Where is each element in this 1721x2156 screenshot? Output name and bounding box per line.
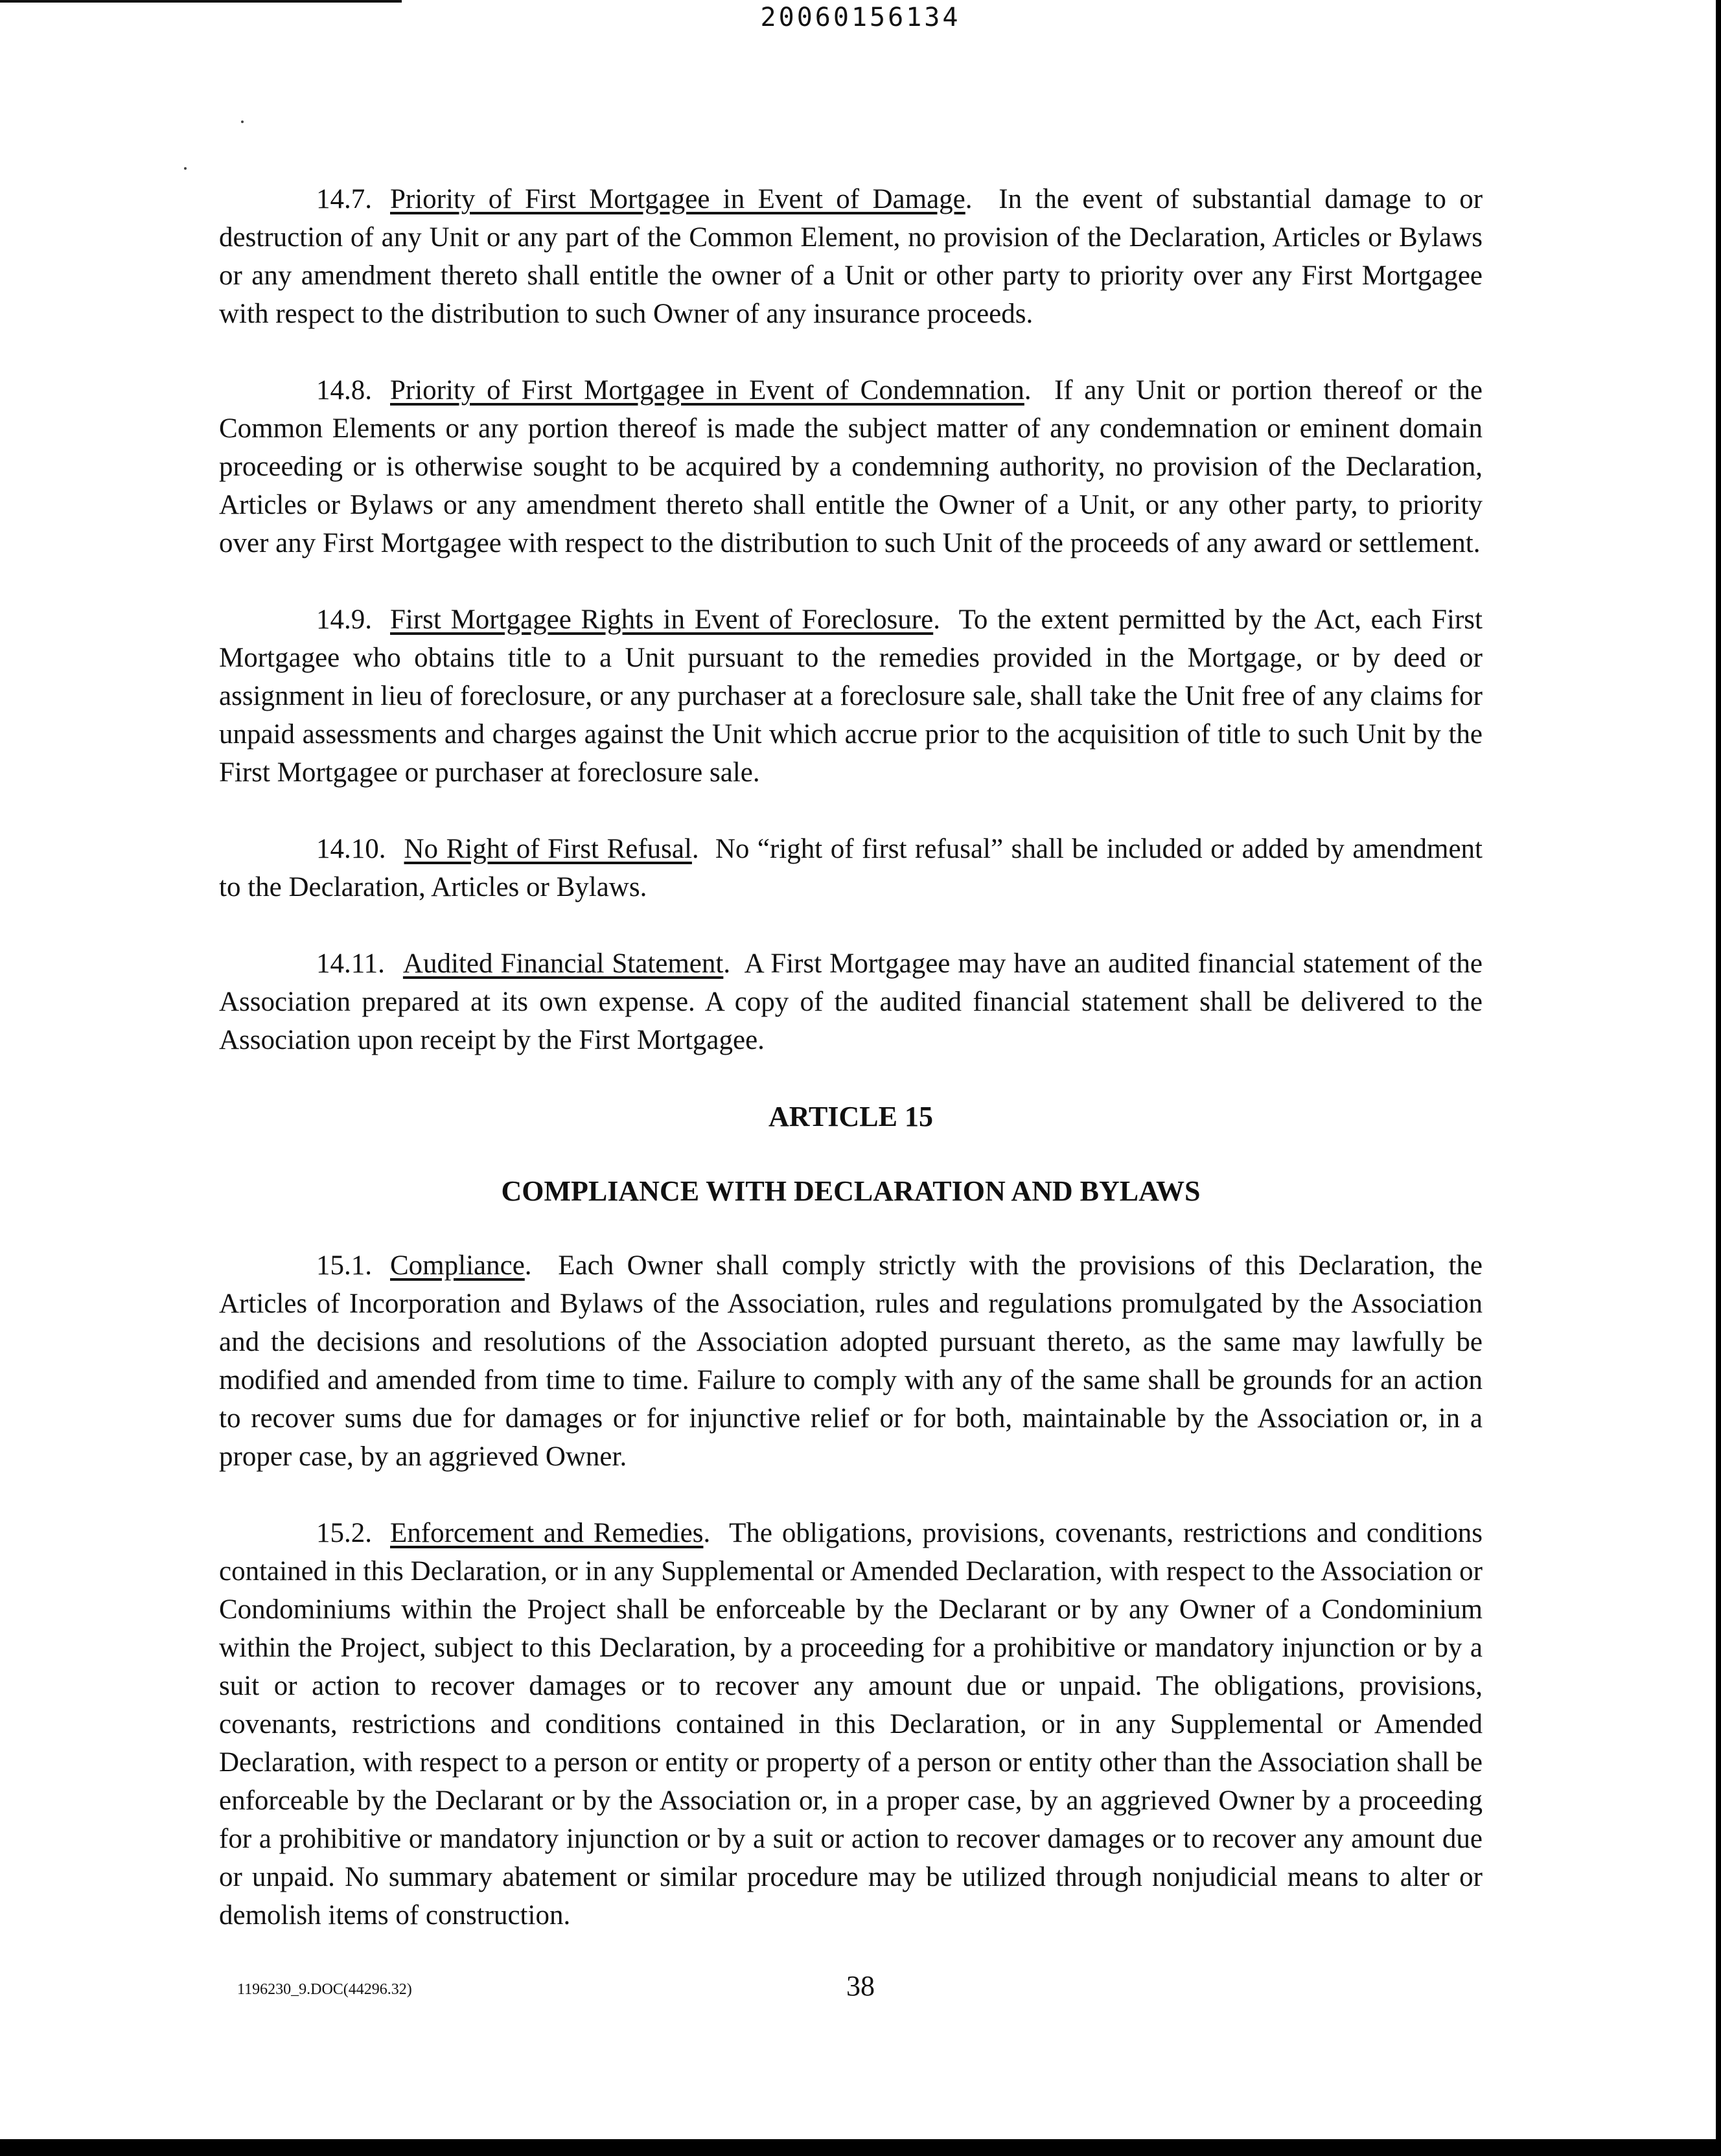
right-scan-edge	[1716, 0, 1721, 2156]
scan-speck	[241, 120, 244, 123]
section-body: No “right of first refusal” shall be included or added by amendment to the Declaration, Articles or Bylaws.	[219, 834, 1483, 902]
section-number: 14.9.	[316, 604, 372, 635]
document-number: 20060156134	[760, 3, 961, 32]
section-body: In the event of substantial damage to or destruction of any Unit or any part of the Common Element, no provision of the Declaration, Articles or Bylaws or any amendment thereto shall entitle the owner of a Unit or other party to priority over any First Mortgagee with respect to the distribution to such Owner of any insurance proceeds.	[219, 184, 1483, 329]
bottom-scan-edge	[0, 2139, 1721, 2156]
section-title: Audited Financial Statement	[402, 948, 724, 979]
section-14-11: 14.11. Audited Financial Statement. A First Mortgagee may have an audited financial statement of the Association prepared at its own expense. A copy of the audited financial statement shall be delivered to the Association upon receipt by the First Mortgagee.	[219, 948, 1483, 1055]
section-body: To the extent permitted by the Act, each First Mortgagee who obtains title to a Unit pursuant to the remedies provided in the Mortgage, or by deed or assignment in lieu of foreclosure, or any purchaser at a foreclosure sale, shall take the Unit free of any claims for unpaid assessments and charges against the Unit which accrue prior to the acquisition of title to such Unit by the First Mortgagee or purchaser at foreclosure sale.	[219, 604, 1483, 788]
file-reference: 1196230_9.DOC(44296.32)	[237, 1981, 412, 1998]
section-15-2: 15.2. Enforcement and Remedies. The obligations, provisions, covenants, restrictions and conditions contained in this Declaration, or in any Supplemental or Amended Declaration, with respect to the Association or Condominiums within the Project shall be enforceable by the Declarant or by any Owner of a Condominium within the Project, subject to this Declaration, by a proceeding for a prohibitive or mandatory injunction or by a suit or action to recover damages or to recover any amount due or unpaid. The obligations, provisions, covenants, restrictions and conditions contained in this Declaration, or in any Supplemental or Amended Declaration, with respect to a person or entity or property of a person or entity other than the Association shall be enforceable by the Declarant or by the Association or, in a proper case, by an aggrieved Owner by a proceeding for a prohibitive or mandatory injunction or by a suit or action to recover damages or to recover any amount due or unpaid. No summary abatement or similar procedure may be utilized through nonjudicial means to alter or demolish items of construction.	[219, 1518, 1483, 1931]
document-body	[219, 180, 1483, 1973]
section-number: 14.11.	[316, 948, 385, 979]
section-number: 14.10.	[316, 834, 386, 864]
article-heading: ARTICLE 15	[768, 1101, 933, 1132]
section-14-9: 14.9. First Mortgagee Rights in Event of Foreclosure. To the extent permitted by the Act, each First Mortgagee who obtains title to a Unit pursuant to the remedies provided in the Mortgage, or by deed or assignment in lieu of foreclosure, or any purchaser at a foreclosure sale, shall take the Unit free of any claims for unpaid assessments and charges against the Unit which accrue prior to the acquisition of title to such Unit by the First Mortgagee or purchaser at foreclosure sale.	[219, 604, 1483, 788]
section-title: Priority of First Mortgagee in Event of Damage	[390, 184, 965, 214]
section-15-1: 15.1. Compliance. Each Owner shall comply strictly with the provisions of this Declaration, the Articles of Incorporation and Bylaws of the Association, rules and regulations promulgated by the Association and the decisions and resolutions of the Association adopted pursuant thereto, as the same may lawfully be modified and amended from time to time. Failure to comply with any of the same shall be grounds for an action to recover sums due for damages or for injunctive relief or for both, maintainable by the Association or, in a proper case, by an aggrieved Owner.	[219, 1250, 1483, 1472]
section-number: 14.8.	[316, 375, 372, 406]
article-subheading: COMPLIANCE WITH DECLARATION AND BYLAWS	[501, 1175, 1201, 1207]
section-14-8: 14.8. Priority of First Mortgagee in Event of Condemnation. If any Unit or portion thereof or the Common Elements or any portion thereof is made the subject matter of any condemnation or eminent domain proceeding or is otherwise sought to be acquired by a condemning authority, no provision of the Declaration, Articles or Bylaws or any amendment thereto shall entitle the Owner of a Unit, or any other party, to priority over any First Mortgagee with respect to the distribution to such Unit of the proceeds of any award or settlement.	[219, 375, 1483, 558]
section-14-10: 14.10. No Right of First Refusal. No “right of first refusal” shall be included or added by amendment to the Declaration, Articles or Bylaws.	[219, 834, 1483, 902]
scan-speck	[184, 167, 187, 170]
page-number: 38	[846, 1970, 875, 2002]
section-title: Compliance	[390, 1250, 525, 1281]
section-number: 15.2.	[316, 1518, 372, 1548]
section-title: First Mortgagee Rights in Event of Foreclosure	[390, 604, 934, 635]
section-number: 15.1.	[316, 1250, 372, 1281]
section-body: Each Owner shall comply strictly with the provisions of this Declaration, the Articles of Incorporation and Bylaws of the Association, rules and regulations promulgated by the Association and the decisions and resolutions of the Association adopted pursuant thereto, as the same may lawfully be modified and amended from time to time. Failure to comply with any of the same shall be grounds for an action to recover sums due for damages or for injunctive relief or for both, maintainable by the Association or, in a proper case, by an aggrieved Owner.	[219, 1250, 1483, 1472]
section-title: No Right of First Refusal	[404, 834, 692, 864]
section-title: Enforcement and Remedies	[390, 1518, 704, 1548]
section-body: A First Mortgagee may have an audited financial statement of the Association prepared at its own expense. A copy of the audited financial statement shall be delivered to the Association upon receipt by the First Mortgagee.	[219, 948, 1483, 1055]
section-title: Priority of First Mortgagee in Event of Condemnation	[390, 375, 1024, 406]
section-number: 14.7.	[316, 184, 372, 214]
section-body: If any Unit or portion thereof or the Common Elements or any portion thereof is made the subject matter of any condemnation or eminent domain proceeding or is otherwise sought to be acquired by a condemning authority, no provision of the Declaration, Articles or Bylaws or any amendment thereto shall entitle the Owner of a Unit, or any other party, to priority over any First Mortgagee with respect to the distribution to such Unit of the proceeds of any award or settlement.	[219, 375, 1483, 558]
section-body: The obligations, provisions, covenants, restrictions and conditions contained in this Declaration, or in any Supplemental or Amended Declaration, with respect to the Association or Condominiums within the Project shall be enforceable by the Declarant or by any Owner of a Condominium within the Project, subject to this Declaration, by a proceeding for a prohibitive or mandatory injunction or by a suit or action to recover damages or to recover any amount due or unpaid. The obligations, provisions, covenants, restrictions and conditions contained in this Declaration, or in any Supplemental or Amended Declaration, with respect to a person or entity or property of a person or entity other than the Association shall be enforceable by the Declarant or by the Association or, in a proper case, by an aggrieved Owner by a proceeding for a prohibitive or mandatory injunction or by a suit or action to recover damages or to recover any amount due or unpaid. No summary abatement or similar procedure may be utilized through nonjudicial means to alter or demolish items of construction.	[219, 1518, 1483, 1931]
section-14-7: 14.7. Priority of First Mortgagee in Event of Damage. In the event of substantial damage to or destruction of any Unit or any part of the Common Element, no provision of the Declaration, Articles or Bylaws or any amendment thereto shall entitle the owner of a Unit or other party to priority over any First Mortgagee with respect to the distribution to such Owner of any insurance proceeds.	[219, 184, 1483, 329]
